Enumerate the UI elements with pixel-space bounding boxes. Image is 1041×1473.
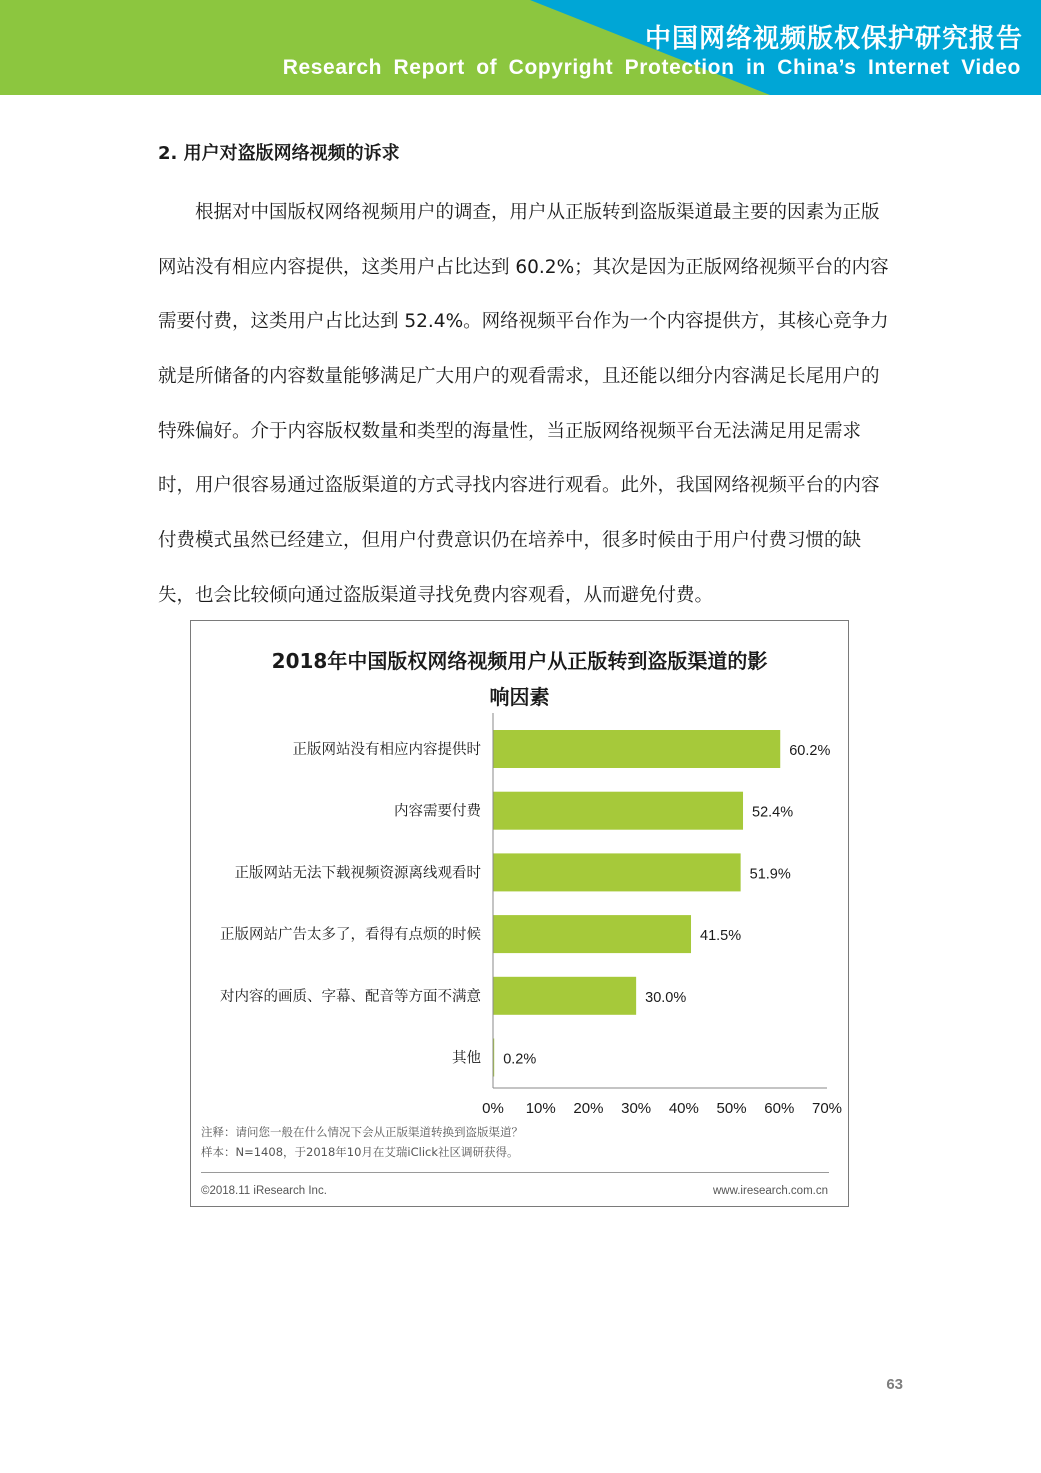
x-tick-label: 60%: [764, 1100, 795, 1117]
chart-title-line: 2018年中国版权网络视频用户从正版转到盗版渠道的影: [271, 649, 768, 673]
paragraph-line: 就是所储备的内容数量能够满足广大用户的观看需求，且还能以细分内容满足长尾用户的: [158, 366, 880, 388]
page-number: 63: [886, 1376, 903, 1393]
data-label: 51.9%: [749, 866, 791, 883]
data-label: 0.2%: [503, 1051, 537, 1068]
header-banner: [0, 0, 1041, 95]
category-label: 其他: [452, 1050, 481, 1067]
paragraph-line: 根据对中国版权网络视频用户的调查，用户从正版转到盗版渠道最主要的因素为正版: [195, 202, 880, 223]
section-heading: 2. 用户对盗版网络视频的诉求: [158, 143, 400, 164]
category-label: 正版网站没有相应内容提供时: [292, 742, 481, 758]
bar: [493, 977, 636, 1015]
category-label: 内容需要付费: [394, 803, 481, 820]
bar: [493, 915, 691, 953]
data-label: 41.5%: [700, 928, 742, 945]
bar: [493, 792, 743, 830]
report-title-en: Research Report of Copyright Protection in China’s Internet Video: [282, 56, 1021, 79]
paragraph-line: 网站没有相应内容提供，这类用户占比达到 60.2%；其次是因为正版网络视频平台的内容: [158, 256, 889, 278]
paragraph-line: 特殊偏好。介于内容版权数量和类型的海量性，当正版网络视频平台无法满足用足需求: [158, 420, 862, 442]
chart-note: 注释：请问您一般在什么情况下会从正版渠道转换到盗版渠道？: [201, 1125, 523, 1139]
report-title-cn: 中国网络视频版权保护研究报告: [644, 24, 1023, 54]
chart-divider: [201, 1172, 829, 1173]
bar: [493, 853, 741, 891]
x-tick-label: 20%: [573, 1100, 604, 1117]
chart-website: www.iresearch.com.cn: [712, 1185, 828, 1197]
category-label: 正版网站广告太多了，看得有点烦的时候: [220, 927, 481, 944]
x-tick-label: 0%: [482, 1100, 504, 1117]
chart-sample: 样本：N=1408，于2018年10月在艾瑞iClick社区调研获得。: [201, 1145, 519, 1159]
category-label: 对内容的画质、字幕、配音等方面不满意: [220, 988, 481, 1005]
x-tick-label: 50%: [716, 1100, 747, 1117]
body-paragraph: [158, 186, 889, 624]
bar: [493, 730, 780, 768]
data-label: 60.2%: [789, 743, 831, 759]
chart-copyright: ©2018.11 iResearch Inc.: [201, 1185, 327, 1197]
chart-container: [190, 620, 849, 1207]
category-label: 正版网站无法下载视频资源离线观看时: [234, 865, 481, 882]
x-tick-label: 10%: [525, 1100, 556, 1117]
chart-title-line: 响因素: [489, 685, 550, 709]
x-tick-label: 40%: [668, 1100, 699, 1117]
paragraph-line: 付费模式虽然已经建立，但用户付费意识仍在培养中，很多时候由于用户付费习惯的缺: [158, 530, 862, 552]
paragraph-line: 失，也会比较倾向通过盗版渠道寻找免费内容观看，从而避免付费。: [158, 584, 714, 606]
x-tick-label: 30%: [621, 1100, 652, 1117]
data-label: 52.4%: [752, 804, 794, 821]
paragraph-line: 需要付费，这类用户占比达到 52.4%。网络视频平台作为一个内容提供方，其核心竞争力: [158, 311, 889, 333]
x-tick-label: 70%: [811, 1100, 843, 1117]
bar-chart: [191, 621, 848, 1131]
data-label: 30.0%: [645, 989, 687, 1006]
paragraph-line: 时，用户很容易通过盗版渠道的方式寻找内容进行观看。此外，我国网络视频平台的内容: [158, 475, 880, 497]
